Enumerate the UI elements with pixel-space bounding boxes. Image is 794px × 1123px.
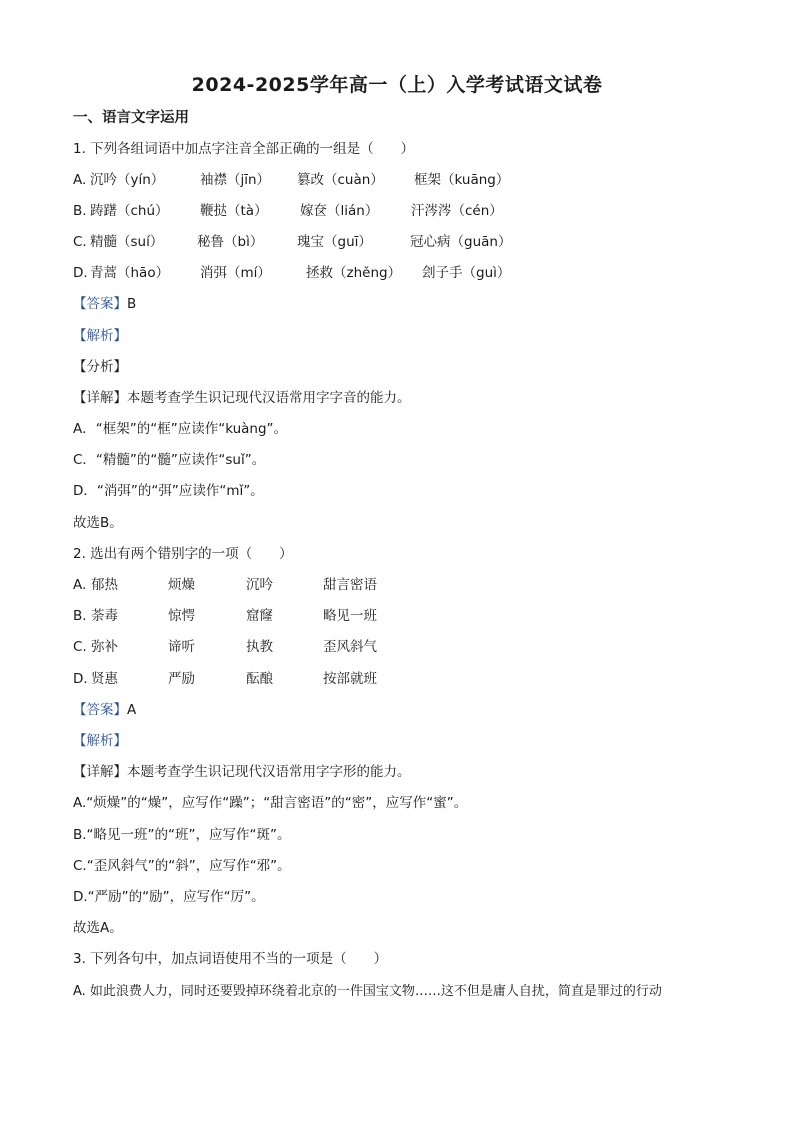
option-item: 瑰宝（guī） (297, 234, 372, 250)
detail-text: 本题考查学生识记现代汉语常用字字音的能力。 (127, 390, 411, 406)
option-item: 汗涔涔（cén） (411, 203, 503, 219)
option-item: 袖襟（jīn） (200, 172, 271, 188)
detail-tag: 【详解】 (73, 764, 127, 780)
detail-text: 本题考查学生识记现代汉语常用字字形的能力。 (127, 764, 411, 780)
option-item: 按部就班 (323, 671, 377, 687)
option-item: 荼毒 (91, 608, 118, 624)
option-label: B. (73, 608, 87, 624)
option-item: 郁热 (91, 577, 118, 593)
option-item: 篡改（cuàn） (297, 172, 384, 188)
q1-answer (73, 295, 136, 313)
option-label: C. (73, 639, 87, 655)
q1-fenxi-tag: 【分析】 (73, 359, 127, 375)
option-item: 秘鲁（bì） (197, 234, 264, 250)
q2-explain-d: D.“严励”的“励”，应写作“厉”。 (73, 889, 265, 905)
option-item: 框架（kuāng） (414, 172, 510, 188)
option-item: 窟窿 (246, 608, 273, 624)
q1-stem: 1. 下列各组词语中加点字注音全部正确的一组是（ ） (73, 141, 415, 157)
detail-tag: 【详解】 (73, 390, 127, 406)
option-item: 鞭挞（tà） (200, 203, 268, 219)
option-label: A. (73, 577, 87, 593)
answer-tag: 【答案】 (73, 702, 127, 718)
q2-explain-b: B.“略见一班”的“班”，应写作“斑”。 (73, 827, 291, 843)
option-item: 执教 (246, 639, 273, 655)
q1-explain-c: C．“精髓”的“髓”应读作“suǐ”。 (73, 452, 266, 468)
q1-explain-a: A．“框架”的“框”应读作“kuàng”。 (73, 421, 288, 437)
option-item: 消弭（mí） (200, 265, 271, 281)
option-item: 严励 (168, 671, 195, 687)
q2-stem: 2. 选出有两个错别字的一项（ ） (73, 546, 293, 562)
q2-conclusion: 故选A。 (73, 920, 123, 936)
option-item: 沉吟 (246, 577, 273, 593)
option-item: 沉吟（yín） (90, 172, 165, 188)
q1-analysis-tag: 【解析】 (73, 328, 127, 344)
q1-detail (73, 389, 411, 407)
q1-conclusion: 故选B。 (73, 515, 123, 531)
answer-value: B (127, 296, 137, 312)
option-item: 刽子手（guì） (422, 265, 511, 281)
option-item: 弥补 (91, 639, 118, 655)
option-item: 酝酿 (246, 671, 273, 687)
section-heading: 一、语言文字运用 (73, 110, 189, 126)
q2-explain-a: A.“烦燥”的“燥”，应写作“躁”；“甜言密语”的“密”，应写作“蜜”。 (73, 795, 468, 811)
option-label: D. (73, 265, 88, 281)
option-item: 惊愕 (168, 608, 195, 624)
q3-option-a: A. 如此浪费人力，同时还要毁掉环绕着北京的一件国宝文物……这不但是庸人自扰，简直是罪过的行动 (73, 984, 662, 999)
q2-analysis-tag: 【解析】 (73, 733, 127, 749)
option-label: D. (73, 671, 88, 687)
option-item: 嫁奁（lián） (300, 203, 379, 219)
option-label: C. (73, 234, 87, 250)
option-label: A. (73, 172, 87, 188)
option-item: 歪风斜气 (323, 639, 377, 655)
option-item: 踌躇（chú） (90, 203, 169, 219)
q3-stem: 3. 下列各句中，加点词语使用不当的一项是（ ） (73, 951, 388, 967)
option-item: 贤惠 (91, 671, 118, 687)
answer-tag: 【答案】 (73, 296, 127, 312)
q2-detail (73, 763, 411, 781)
page-title: 2024-2025学年高一（上）入学考试语文试卷 (191, 74, 603, 96)
option-item: 略见一班 (323, 608, 377, 624)
q2-answer (73, 701, 136, 719)
q2-explain-c: C.“歪风斜气”的“斜”，应写作“邪”。 (73, 858, 291, 874)
option-item: 青蒿（hāo） (90, 265, 170, 281)
option-item: 烦燥 (168, 577, 195, 593)
option-item: 甜言密语 (323, 577, 377, 593)
option-item: 冠心病（guān） (410, 234, 512, 250)
q1-explain-d: D．“消弭”的“弭”应读作“mǐ”。 (73, 483, 264, 499)
option-item: 拯救（zhěng） (306, 265, 402, 281)
option-label: B. (73, 203, 87, 219)
option-item: 谛听 (168, 639, 195, 655)
option-item: 精髓（suí） (90, 234, 164, 250)
answer-value: A (127, 702, 137, 718)
